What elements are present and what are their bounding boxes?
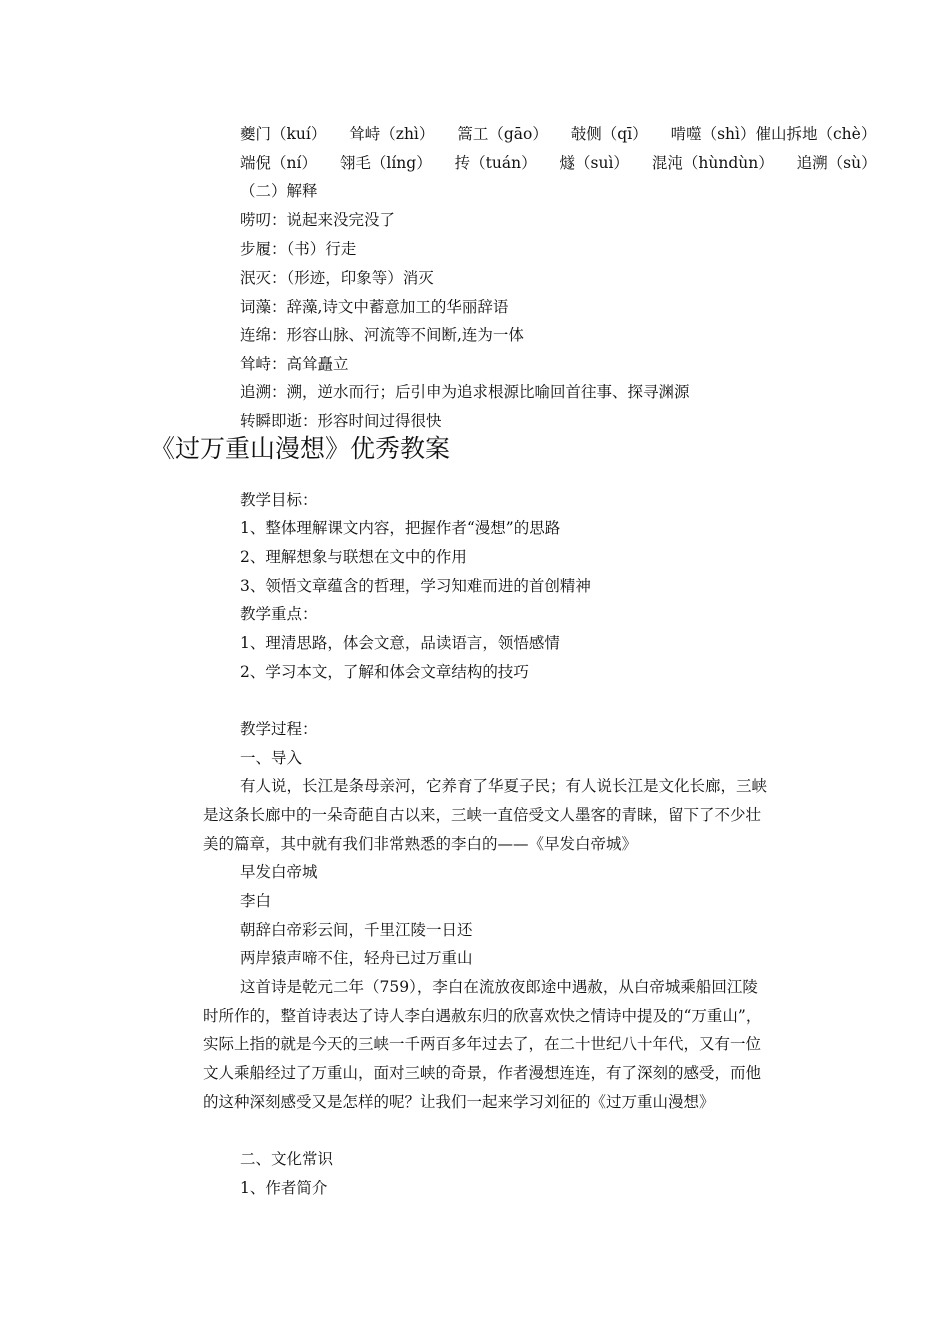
poem-note-line: 的这种深刻感受又是怎样的呢？让我们一起来学习刘征的《过万重山漫想》 (203, 1093, 715, 1111)
pinyin-item: 啃噬（shì）催山拆地（chè） (670, 125, 877, 143)
intro-line: 美的篇章，其中就有我们非常熟悉的李白的——《早发白帝城》 (203, 835, 638, 853)
poem-note-line: 这首诗是乾元二年（759），李白在流放夜郎途中遇赦，从白帝城乘船回江陵 (240, 978, 758, 996)
focus-item: 2、学习本文，了解和体会文章结构的技巧 (240, 663, 529, 681)
pinyin-item: 篙工（gāo） (457, 125, 548, 143)
pinyin-item: 追溯（sù） (796, 154, 877, 172)
poem-note-line: 时所作的，整首诗表达了诗人李白遇赦东归的欣喜欢快之情诗中提及的“万重山”， (203, 1007, 762, 1025)
explanation-item: 耸峙：高耸矗立 (240, 355, 349, 373)
step2-heading: 二、文化常识 (240, 1150, 334, 1168)
poem-line: 两岸猿声啼不住，轻舟已过万重山 (240, 949, 473, 967)
goal-item: 3、领悟文章蕴含的哲理，学习知难而进的首创精神 (240, 577, 591, 595)
focus-heading: 教学重点： (240, 605, 318, 623)
pinyin-row-1 (240, 124, 876, 144)
pinyin-item: 燧（suì） (559, 154, 629, 172)
pinyin-item: 抟（tuán） (454, 154, 537, 172)
document-title: 《过万重山漫想》优秀教案 (150, 434, 451, 463)
pinyin-item: 耸峙（zhì） (349, 125, 435, 143)
goal-item: 2、理解想象与联想在文中的作用 (240, 548, 467, 566)
explanation-item: 连绵：形容山脉、河流等不间断,连为一体 (240, 326, 524, 344)
explain-heading: （二）解释 (240, 182, 318, 200)
explanation-item: 唠叨：说起来没完没了 (240, 211, 396, 229)
goal-item: 1、整体理解课文内容，把握作者“漫想”的思路 (240, 519, 561, 537)
focus-item: 1、理清思路，体会文意，品读语言，领悟感情 (240, 634, 560, 652)
step1-heading: 一、导入 (240, 749, 303, 767)
goals-heading: 教学目标： (240, 491, 318, 509)
poem-note-line: 文人乘船经过了万重山，面对三峡的奇景，作者漫想连连，有了深刻的感受，而他 (203, 1064, 762, 1082)
poem-note-line: 实际上指的就是今天的三峡一千两百多年过去了，在二十世纪八十年代，又有一位 (203, 1035, 762, 1053)
pinyin-item: 攲侧（qī） (570, 125, 648, 143)
explanation-item: 泯灭：（形迹，印象等）消灭 (240, 269, 434, 287)
author-intro-heading: 1、作者简介 (240, 1179, 328, 1197)
explanation-item: 词藻：辞藻,诗文中蓄意加工的华丽辞语 (240, 298, 509, 316)
pinyin-item: 端倪（ní） (240, 154, 317, 172)
explanation-item: 步履：（书）行走 (240, 240, 357, 258)
poem-line: 朝辞白帝彩云间，千里江陵一日还 (240, 921, 473, 939)
poem-author: 李白 (240, 892, 272, 910)
poem-title: 早发白帝城 (240, 863, 318, 881)
explanation-item: 转瞬即逝：形容时间过得很快 (240, 412, 442, 430)
intro-line: 有人说，长江是条母亲河，它养育了华夏子民；有人说长江是文化长廊，三峡 (240, 777, 768, 795)
pinyin-item: 翎毛（líng） (339, 154, 432, 172)
pinyin-item: 混沌（hùndùn） (651, 154, 774, 172)
pinyin-item: 夔门（kuí） (240, 125, 327, 143)
intro-line: 是这条长廊中的一朵奇葩自古以来，三峡一直倍受文人墨客的青睐，留下了不少壮 (203, 806, 762, 824)
pinyin-row-2 (240, 153, 877, 173)
process-heading: 教学过程： (240, 720, 318, 738)
explanation-item: 追溯：溯，逆水而行；后引申为追求根源比喻回首往事、探寻渊源 (240, 383, 690, 401)
